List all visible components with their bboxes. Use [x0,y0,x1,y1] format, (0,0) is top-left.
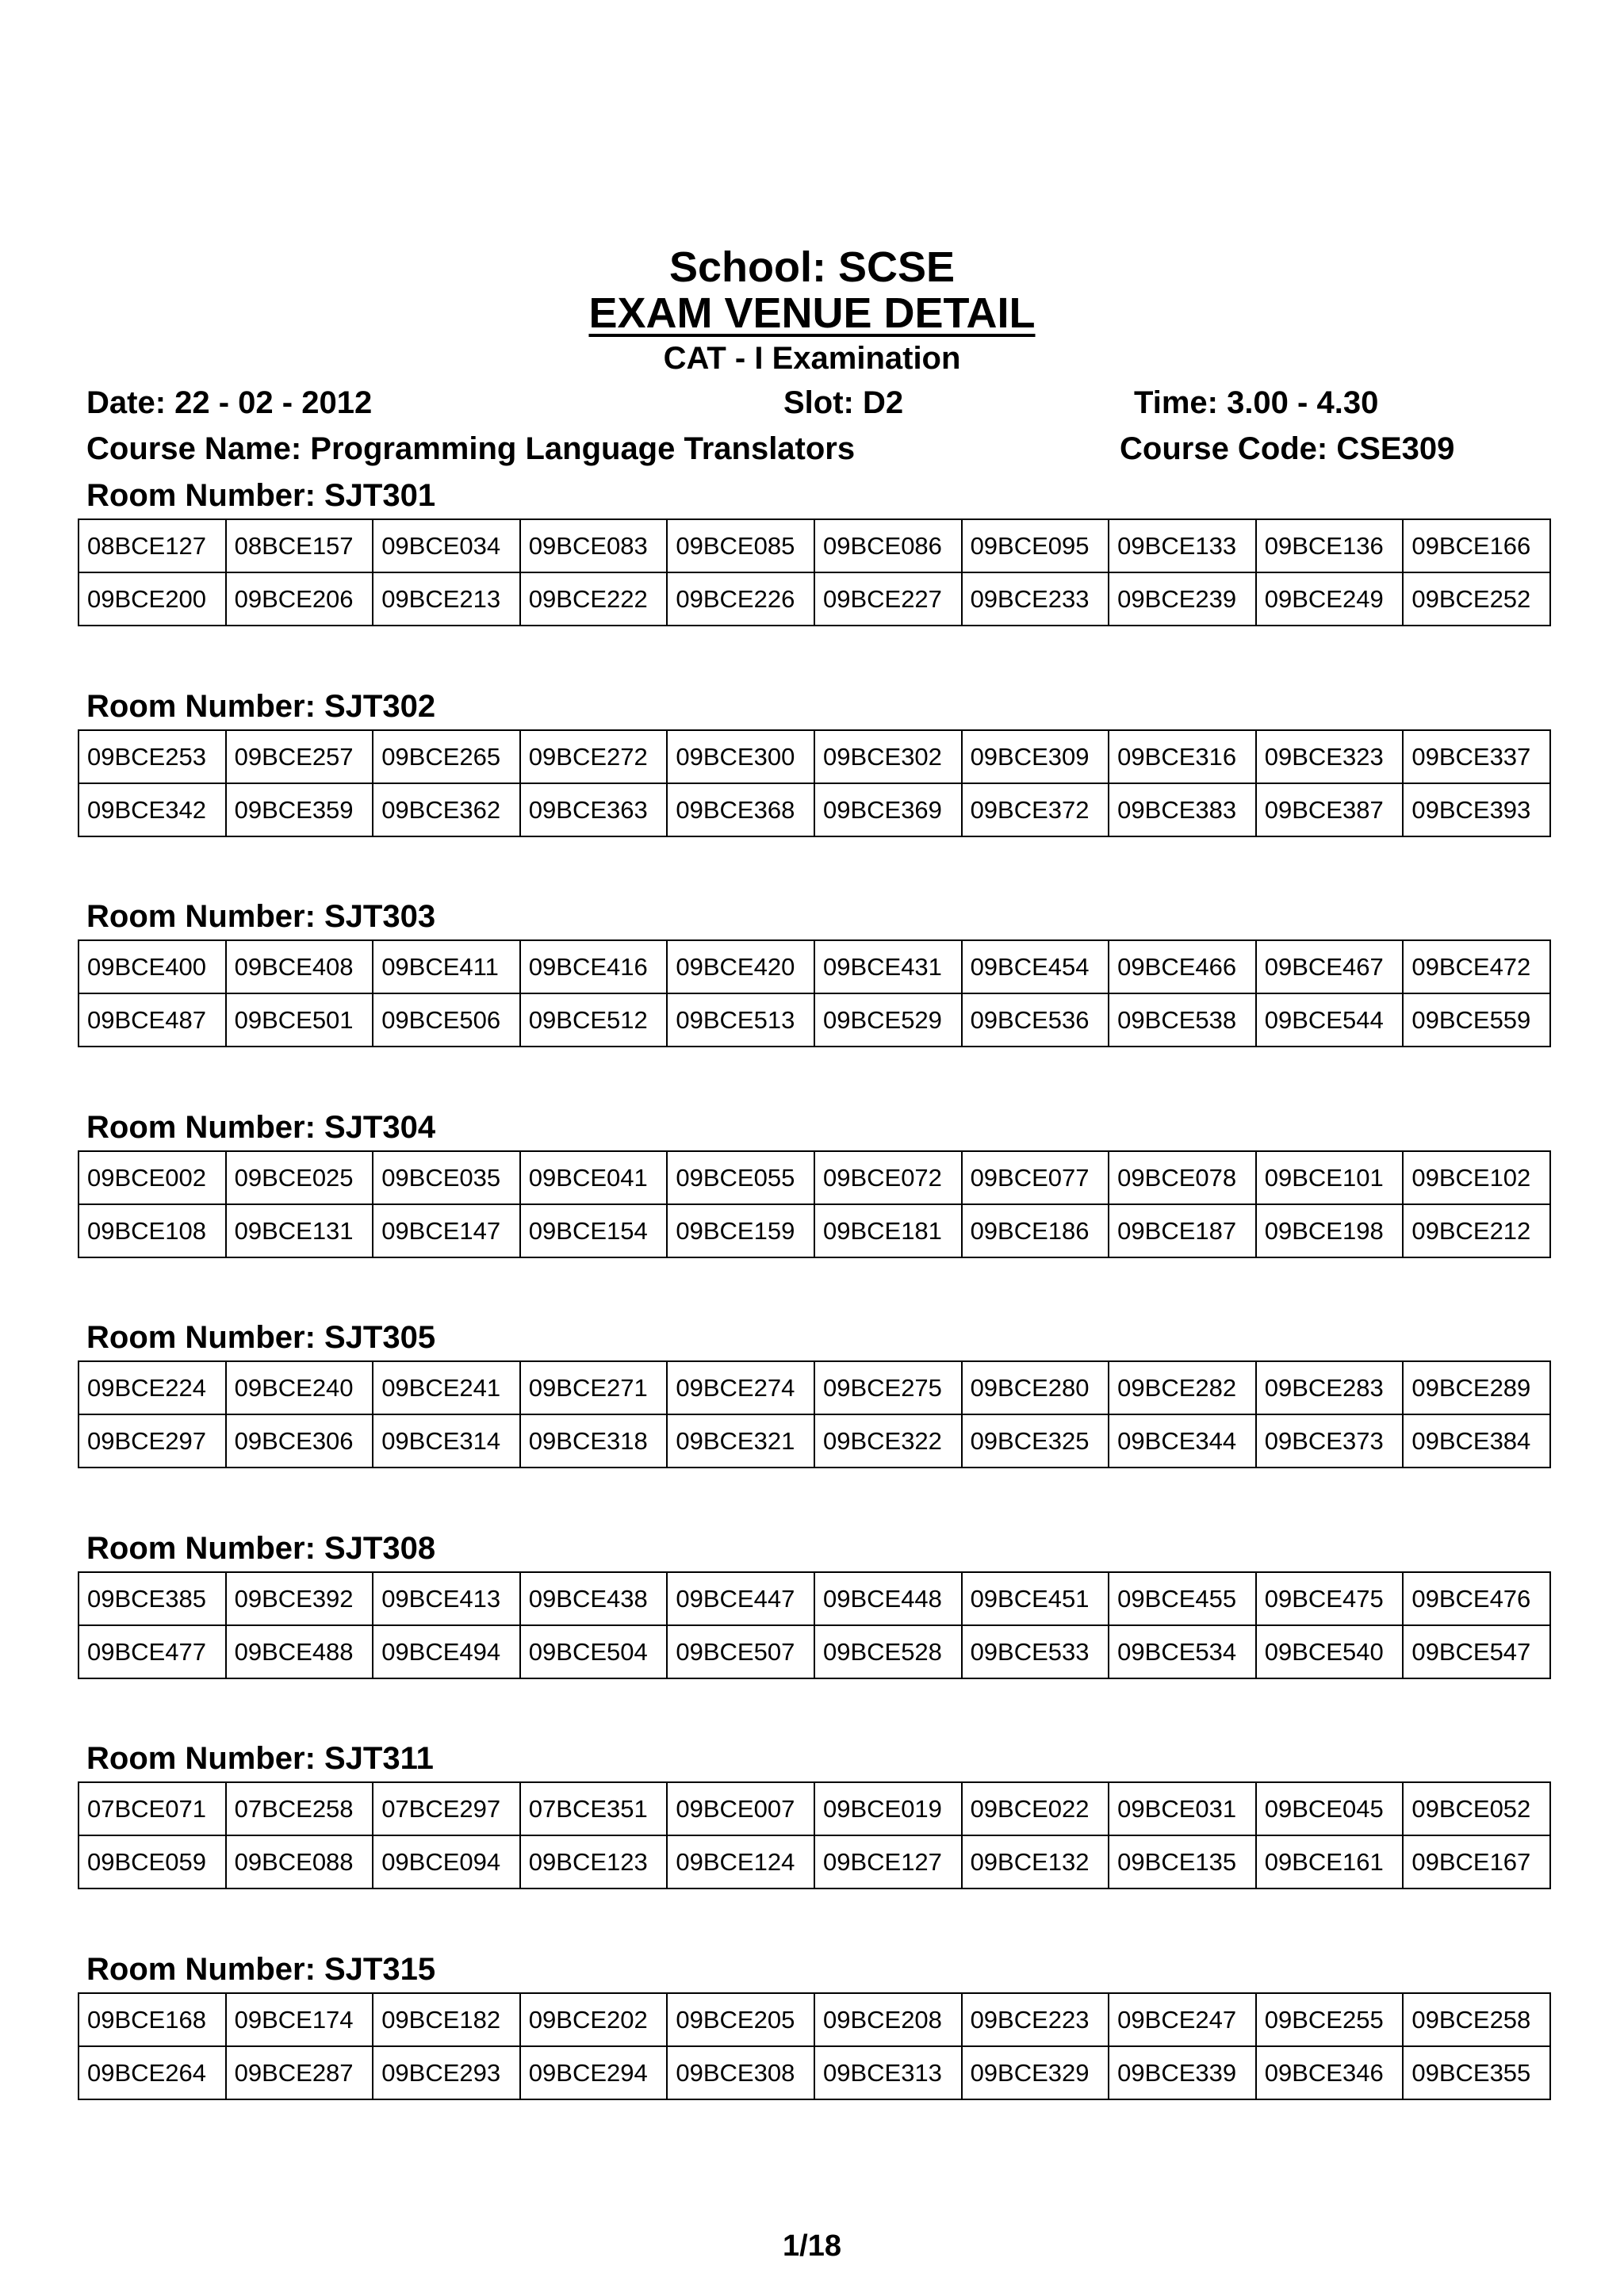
registration-number-cell: 09BCE055 [667,1151,814,1204]
registration-number-cell: 09BCE322 [814,1414,962,1468]
registration-number-cell: 09BCE314 [373,1414,520,1468]
registration-number-cell: 09BCE387 [1256,783,1404,836]
registration-number-cell: 09BCE455 [1109,1572,1256,1625]
registration-number-cell: 09BCE223 [962,1993,1109,2046]
registration-number-cell: 09BCE187 [1109,1204,1256,1257]
room-label: Room Number: SJT311 [86,1741,434,1776]
registration-number-cell: 09BCE416 [520,940,668,993]
course-code: Course Code: CSE309 [1120,431,1455,466]
room-seat-table [78,519,1551,626]
registration-number-cell: 09BCE249 [1256,572,1404,626]
room-label: Room Number: SJT301 [86,478,436,513]
registration-number-cell: 09BCE212 [1403,1204,1550,1257]
registration-number-cell: 09BCE507 [667,1625,814,1678]
registration-number-cell: 09BCE528 [814,1625,962,1678]
registration-number-cell: 09BCE323 [1256,730,1404,783]
registration-number-cell: 09BCE506 [373,993,520,1047]
registration-number-cell: 09BCE094 [373,1835,520,1888]
registration-number-cell: 09BCE451 [962,1572,1109,1625]
registration-number-cell: 09BCE294 [520,2046,668,2099]
registration-number-cell: 09BCE224 [79,1361,226,1414]
registration-number-cell: 09BCE297 [79,1414,226,1468]
table-row [79,993,1550,1047]
registration-number-cell: 09BCE167 [1403,1835,1550,1888]
registration-number-cell: 09BCE136 [1256,519,1404,572]
registration-number-cell: 09BCE487 [79,993,226,1047]
registration-number-cell: 09BCE476 [1403,1572,1550,1625]
registration-number-cell: 09BCE321 [667,1414,814,1468]
room-label: Room Number: SJT315 [86,1951,436,1987]
registration-number-cell: 09BCE241 [373,1361,520,1414]
table-row [79,1361,1550,1414]
room-label: Room Number: SJT305 [86,1320,436,1355]
registration-number-cell: 09BCE289 [1403,1361,1550,1414]
registration-number-cell: 09BCE133 [1109,519,1256,572]
registration-number-cell: 09BCE316 [1109,730,1256,783]
registration-number-cell: 09BCE200 [79,572,226,626]
registration-number-cell: 09BCE181 [814,1204,962,1257]
registration-number-cell: 09BCE339 [1109,2046,1256,2099]
registration-number-cell: 09BCE272 [520,730,668,783]
registration-number-cell: 09BCE213 [373,572,520,626]
registration-number-cell: 09BCE159 [667,1204,814,1257]
room-seat-table [78,939,1551,1047]
registration-number-cell: 09BCE282 [1109,1361,1256,1414]
registration-number-cell: 09BCE247 [1109,1993,1256,2046]
registration-number-cell: 09BCE411 [373,940,520,993]
registration-number-cell: 09BCE466 [1109,940,1256,993]
registration-number-cell: 09BCE384 [1403,1414,1550,1468]
table-row [79,1204,1550,1257]
registration-number-cell: 09BCE226 [667,572,814,626]
registration-number-cell: 09BCE227 [814,572,962,626]
registration-number-cell: 09BCE475 [1256,1572,1404,1625]
registration-number-cell: 09BCE454 [962,940,1109,993]
school-heading: School: SCSE [668,243,956,291]
registration-number-cell: 09BCE438 [520,1572,668,1625]
registration-number-cell: 09BCE513 [667,993,814,1047]
course-name: Course Name: Programming Language Translators [86,431,856,466]
registration-number-cell: 09BCE359 [226,783,373,836]
exam-name: CAT - I Examination [663,341,961,376]
registration-number-cell: 09BCE293 [373,2046,520,2099]
table-row [79,1572,1550,1625]
table-row [79,1782,1550,1835]
registration-number-cell: 09BCE186 [962,1204,1109,1257]
exam-slot: Slot: D2 [783,385,904,420]
registration-number-cell: 09BCE325 [962,1414,1109,1468]
registration-number-cell: 09BCE240 [226,1361,373,1414]
registration-number-cell: 09BCE257 [226,730,373,783]
room-seat-table [78,1150,1551,1258]
registration-number-cell: 09BCE313 [814,2046,962,2099]
registration-number-cell: 09BCE337 [1403,730,1550,783]
registration-number-cell: 09BCE362 [373,783,520,836]
registration-number-cell: 09BCE255 [1256,1993,1404,2046]
registration-number-cell: 09BCE132 [962,1835,1109,1888]
registration-number-cell: 09BCE287 [226,2046,373,2099]
registration-number-cell: 09BCE275 [814,1361,962,1414]
registration-number-cell: 09BCE127 [814,1835,962,1888]
registration-number-cell: 09BCE472 [1403,940,1550,993]
registration-number-cell: 09BCE373 [1256,1414,1404,1468]
registration-number-cell: 09BCE031 [1109,1782,1256,1835]
registration-number-cell: 09BCE368 [667,783,814,836]
registration-number-cell: 09BCE346 [1256,2046,1404,2099]
registration-number-cell: 09BCE408 [226,940,373,993]
registration-number-cell: 09BCE222 [520,572,668,626]
table-row [79,1625,1550,1678]
registration-number-cell: 09BCE161 [1256,1835,1404,1888]
registration-number-cell: 09BCE308 [667,2046,814,2099]
registration-number-cell: 09BCE025 [226,1151,373,1204]
registration-number-cell: 09BCE123 [520,1835,668,1888]
registration-number-cell: 09BCE022 [962,1782,1109,1835]
registration-number-cell: 09BCE283 [1256,1361,1404,1414]
registration-number-cell: 09BCE306 [226,1414,373,1468]
registration-number-cell: 09BCE202 [520,1993,668,2046]
registration-number-cell: 09BCE035 [373,1151,520,1204]
table-row [79,1151,1550,1204]
registration-number-cell: 09BCE154 [520,1204,668,1257]
registration-number-cell: 09BCE265 [373,730,520,783]
registration-number-cell: 09BCE007 [667,1782,814,1835]
registration-number-cell: 09BCE302 [814,730,962,783]
room-seat-table [78,729,1551,837]
registration-number-cell: 09BCE168 [79,1993,226,2046]
registration-number-cell: 09BCE383 [1109,783,1256,836]
room-seat-table [78,1360,1551,1468]
registration-number-cell: 09BCE208 [814,1993,962,2046]
registration-number-cell: 08BCE127 [79,519,226,572]
registration-number-cell: 09BCE041 [520,1151,668,1204]
registration-number-cell: 09BCE280 [962,1361,1109,1414]
registration-number-cell: 09BCE447 [667,1572,814,1625]
registration-number-cell: 09BCE534 [1109,1625,1256,1678]
registration-number-cell: 09BCE342 [79,783,226,836]
registration-number-cell: 09BCE085 [667,519,814,572]
table-row [79,783,1550,836]
registration-number-cell: 09BCE501 [226,993,373,1047]
registration-number-cell: 09BCE182 [373,1993,520,2046]
registration-number-cell: 09BCE467 [1256,940,1404,993]
table-row [79,1414,1550,1468]
exam-time: Time: 3.00 - 4.30 [1134,385,1379,420]
registration-number-cell: 09BCE205 [667,1993,814,2046]
registration-number-cell: 09BCE559 [1403,993,1550,1047]
registration-number-cell: 09BCE271 [520,1361,668,1414]
registration-number-cell: 09BCE108 [79,1204,226,1257]
registration-number-cell: 09BCE095 [962,519,1109,572]
registration-number-cell: 09BCE385 [79,1572,226,1625]
registration-number-cell: 09BCE239 [1109,572,1256,626]
registration-number-cell: 09BCE131 [226,1204,373,1257]
registration-number-cell: 09BCE083 [520,519,668,572]
registration-number-cell: 07BCE297 [373,1782,520,1835]
registration-number-cell: 09BCE078 [1109,1151,1256,1204]
registration-number-cell: 09BCE088 [226,1835,373,1888]
registration-number-cell: 09BCE045 [1256,1782,1404,1835]
registration-number-cell: 09BCE369 [814,783,962,836]
registration-number-cell: 09BCE344 [1109,1414,1256,1468]
registration-number-cell: 09BCE547 [1403,1625,1550,1678]
registration-number-cell: 09BCE504 [520,1625,668,1678]
table-row [79,1993,1550,2046]
registration-number-cell: 09BCE233 [962,572,1109,626]
registration-number-cell: 09BCE174 [226,1993,373,2046]
room-seat-table [78,1571,1551,1679]
document-title [0,288,1624,339]
registration-number-cell: 09BCE135 [1109,1835,1256,1888]
registration-number-cell: 07BCE351 [520,1782,668,1835]
room-seat-table [78,1992,1551,2100]
registration-number-cell: 09BCE052 [1403,1782,1550,1835]
room-label: Room Number: SJT308 [86,1530,436,1566]
registration-number-cell: 09BCE536 [962,993,1109,1047]
registration-number-cell: 09BCE252 [1403,572,1550,626]
registration-number-cell: 09BCE538 [1109,993,1256,1047]
registration-number-cell: 09BCE400 [79,940,226,993]
room-label: Room Number: SJT303 [86,899,436,934]
room-seat-table [78,1781,1551,1889]
registration-number-cell: 09BCE512 [520,993,668,1047]
document-title-text: EXAM VENUE DETAIL [588,289,1036,337]
registration-number-cell: 09BCE059 [79,1835,226,1888]
table-row [79,940,1550,993]
registration-number-cell: 09BCE077 [962,1151,1109,1204]
registration-number-cell: 09BCE198 [1256,1204,1404,1257]
registration-number-cell: 09BCE540 [1256,1625,1404,1678]
table-row [79,730,1550,783]
room-label: Room Number: SJT304 [86,1109,436,1145]
registration-number-cell: 09BCE392 [226,1572,373,1625]
registration-number-cell: 09BCE206 [226,572,373,626]
registration-number-cell: 09BCE355 [1403,2046,1550,2099]
registration-number-cell: 09BCE413 [373,1572,520,1625]
registration-number-cell: 09BCE477 [79,1625,226,1678]
registration-number-cell: 09BCE253 [79,730,226,783]
registration-number-cell: 09BCE372 [962,783,1109,836]
exam-date: Date: 22 - 02 - 2012 [86,385,373,420]
room-label: Room Number: SJT302 [86,688,436,724]
registration-number-cell: 09BCE002 [79,1151,226,1204]
registration-number-cell: 09BCE274 [667,1361,814,1414]
registration-number-cell: 09BCE124 [667,1835,814,1888]
registration-number-cell: 07BCE071 [79,1782,226,1835]
registration-number-cell: 09BCE529 [814,993,962,1047]
registration-number-cell: 09BCE072 [814,1151,962,1204]
registration-number-cell: 09BCE544 [1256,993,1404,1047]
registration-number-cell: 09BCE309 [962,730,1109,783]
registration-number-cell: 08BCE157 [226,519,373,572]
table-row [79,519,1550,572]
registration-number-cell: 09BCE086 [814,519,962,572]
table-row [79,1835,1550,1888]
registration-number-cell: 09BCE101 [1256,1151,1404,1204]
registration-number-cell: 09BCE329 [962,2046,1109,2099]
registration-number-cell: 09BCE448 [814,1572,962,1625]
table-row [79,572,1550,626]
registration-number-cell: 09BCE363 [520,783,668,836]
registration-number-cell: 09BCE147 [373,1204,520,1257]
registration-number-cell: 09BCE533 [962,1625,1109,1678]
registration-number-cell: 09BCE318 [520,1414,668,1468]
registration-number-cell: 09BCE102 [1403,1151,1550,1204]
registration-number-cell: 09BCE420 [667,940,814,993]
registration-number-cell: 09BCE264 [79,2046,226,2099]
registration-number-cell: 09BCE488 [226,1625,373,1678]
registration-number-cell: 09BCE034 [373,519,520,572]
registration-number-cell: 09BCE494 [373,1625,520,1678]
registration-number-cell: 09BCE166 [1403,519,1550,572]
page-number: 1/18 [783,2229,841,2263]
registration-number-cell: 09BCE258 [1403,1993,1550,2046]
registration-number-cell: 09BCE431 [814,940,962,993]
registration-number-cell: 09BCE393 [1403,783,1550,836]
registration-number-cell: 09BCE019 [814,1782,962,1835]
registration-number-cell: 09BCE300 [667,730,814,783]
table-row [79,2046,1550,2099]
registration-number-cell: 07BCE258 [226,1782,373,1835]
